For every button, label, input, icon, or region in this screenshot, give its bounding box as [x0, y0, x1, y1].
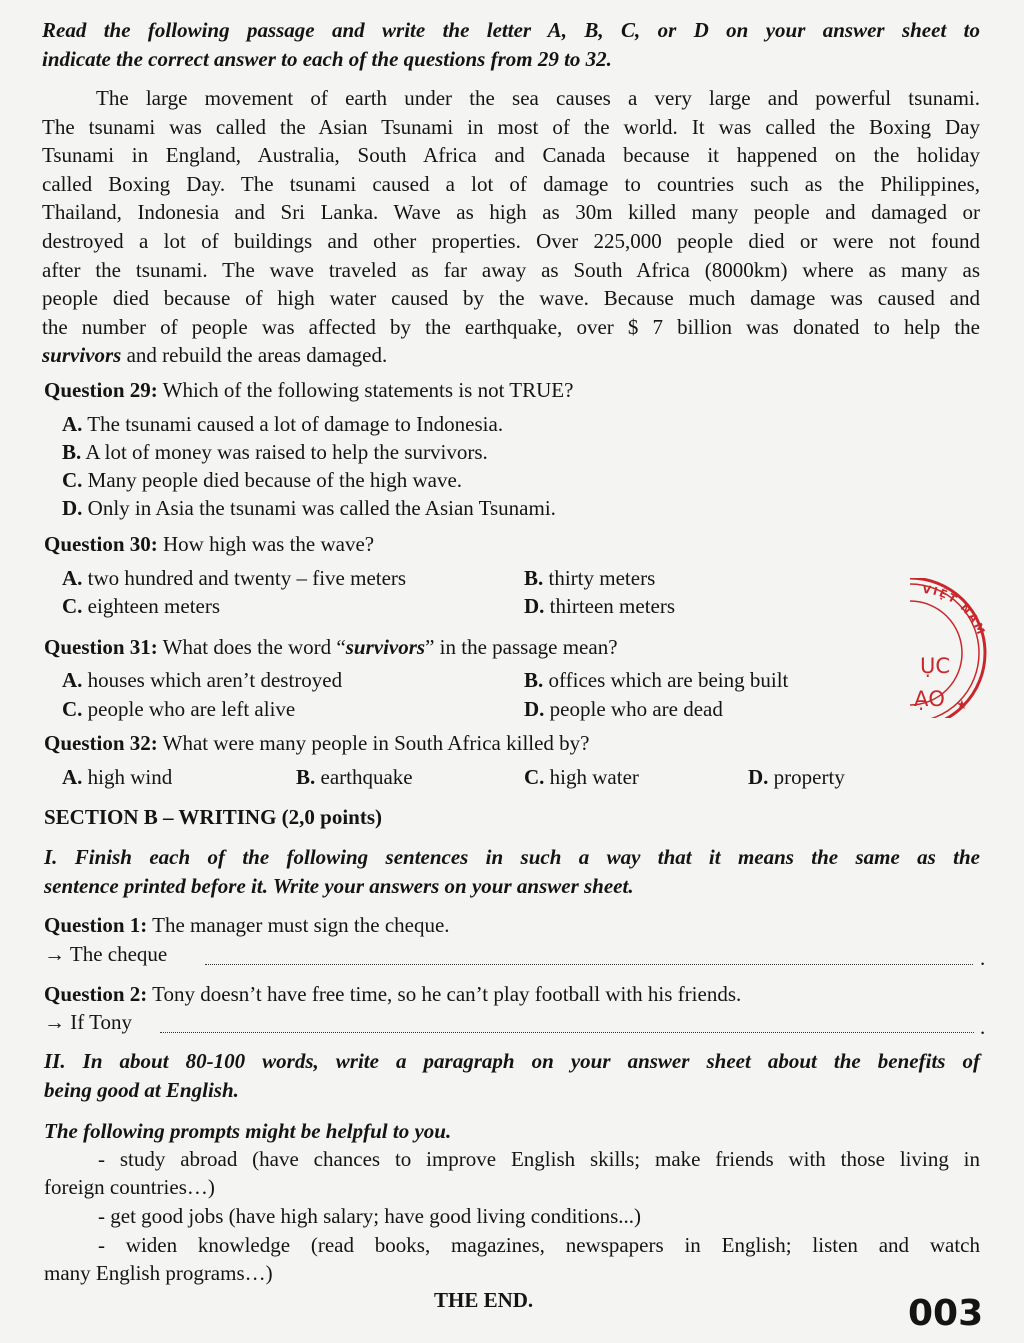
q31-option-c — [62, 695, 295, 723]
q31-option-b — [524, 666, 788, 694]
prompt-2: - get good jobs (have high salary; have good living conditions...) — [98, 1204, 641, 1228]
svg-text:★: ★ — [956, 698, 968, 713]
part-1-instruction-line-1: I. Finish each of the following sentences in such a way that it means the same as the — [44, 845, 980, 869]
prompts-heading: The following prompts might be helpful to you. — [44, 1119, 452, 1143]
q29-option-c — [62, 466, 462, 494]
option-text: Many people died because of the high wave. — [82, 468, 463, 492]
stamp-seal-icon — [910, 578, 1024, 718]
passage-line: Thailand, Indonesia and Sri Lanka. Wave as high as 30m killed many people and damaged or — [42, 200, 980, 225]
q31-option-a — [62, 666, 342, 694]
stamp-inner-text-2: ẠO — [914, 687, 945, 711]
option-text: two hundred and twenty – five meters — [82, 566, 407, 590]
arrow-icon: → — [44, 1010, 65, 1034]
option-text: eighteen meters — [82, 594, 221, 618]
option-text: offices which are being built — [543, 668, 789, 692]
writing-q1-answer-start — [44, 940, 167, 968]
instructions-line-2: indicate the correct answer to each of the questions from 29 to 32. — [42, 47, 612, 71]
writing-q2-answer-blank[interactable] — [160, 1032, 974, 1033]
question-text: Which of the following statements is not TRUE? — [157, 378, 574, 402]
arrow-icon: → — [44, 942, 65, 966]
q32-option-c — [524, 763, 639, 791]
question-text: How high was the wave? — [157, 532, 375, 556]
part-2-instruction-line-2: being good at English. — [44, 1078, 239, 1102]
stamp-arc-text: VIỆT NAM — [921, 582, 988, 639]
question-label: Question 29: — [44, 378, 158, 402]
option-letter: A. — [62, 668, 83, 692]
q30-option-b — [524, 564, 655, 592]
option-text: earthquake — [315, 765, 413, 789]
question-label: Question 31: — [44, 635, 158, 659]
question-label: Question 30: — [44, 532, 158, 556]
option-text: high water — [544, 765, 639, 789]
q30-option-a — [62, 564, 406, 592]
prompt-1-line-2: foreign countries…) — [44, 1175, 215, 1199]
option-letter: A. — [62, 412, 83, 436]
option-text: The tsunami caused a lot of damage to Indonesia. — [82, 412, 504, 436]
passage-line: destroyed a lot of buildings and other properties. Over 225,000 people died or were not found — [42, 228, 980, 253]
option-text: houses which aren’t destroyed — [82, 668, 343, 692]
writing-q1-answer-blank[interactable] — [205, 964, 973, 965]
q29-option-d — [62, 494, 556, 522]
option-letter: C. — [62, 594, 83, 618]
question-text: Tony doesn’t have free time, so he can’t play football with his friends. — [147, 982, 742, 1006]
answer-prefix: If Tony — [65, 1010, 132, 1034]
option-letter: A. — [62, 566, 83, 590]
option-text: people who are left alive — [82, 697, 296, 721]
writing-q2-period: . — [980, 1015, 986, 1039]
instructions-line-1: Read the following passage and write the letter A, B, C, or D on your answer sheet to — [42, 18, 980, 42]
option-text: people who are dead — [544, 697, 723, 721]
question-29 — [44, 376, 573, 404]
question-text-end: ” in the passage mean? — [425, 635, 618, 659]
passage-last-line-text: and rebuild the areas damaged. — [121, 343, 388, 368]
passage-line: called Boxing Day. The tsunami caused a lot of damage to countries such as the Philippines, — [42, 171, 980, 196]
option-letter: B. — [62, 440, 82, 464]
option-letter: D. — [524, 697, 545, 721]
option-letter: C. — [62, 468, 83, 492]
option-text: high wind — [82, 765, 173, 789]
prompt-1-line-1: - study abroad (have chances to improve English skills; make friends with those living in — [98, 1147, 980, 1171]
q32-option-d — [748, 763, 845, 791]
question-label: Question 1: — [44, 913, 148, 937]
question-31 — [44, 633, 618, 661]
writing-q2-answer-start — [44, 1008, 132, 1036]
passage-line: Tsunami in England, Australia, South Africa and Canada because it happened on the holiday — [42, 143, 980, 168]
writing-q1-period: . — [980, 946, 986, 970]
passage-last-line — [42, 341, 980, 370]
option-letter: C. — [62, 697, 83, 721]
option-text: A lot of money was raised to help the survivors. — [81, 440, 488, 464]
stamp-inner-text-1: ỤC — [920, 654, 951, 678]
section-b-heading: SECTION B – WRITING (2,0 points) — [44, 805, 383, 829]
option-text: thirteen meters — [544, 594, 676, 618]
option-letter: B. — [524, 566, 544, 590]
q30-option-d — [524, 592, 675, 620]
option-letter: B. — [524, 668, 544, 692]
option-letter: D. — [62, 496, 83, 520]
the-end: THE END. — [434, 1288, 534, 1312]
prompt-3-line-1: - widen knowledge (read books, magazines, newspapers in English; listen and watch — [98, 1233, 980, 1257]
option-text: property — [768, 765, 845, 789]
option-text: Only in Asia the tsunami was called the Asian Tsunami. — [82, 496, 556, 520]
official-stamp — [910, 578, 1024, 718]
part-1-instruction-line-2: sentence printed before it. Write your answers on your answer sheet. — [44, 874, 634, 898]
writing-question-1 — [44, 911, 450, 939]
passage-line: after the tsunami. The wave traveled as far away as South Africa (8000km) where as many as — [42, 257, 980, 282]
q32-option-b — [296, 763, 413, 791]
part-2-instruction-line-1: II. In about 80-100 words, write a paragraph on your answer sheet about the benefits of — [44, 1049, 980, 1073]
q32-option-a — [62, 763, 172, 791]
page-number: 003 — [908, 1293, 984, 1334]
writing-question-2 — [44, 980, 741, 1008]
reading-passage — [42, 84, 980, 370]
q29-option-a — [62, 410, 503, 438]
q31-option-d — [524, 695, 723, 723]
option-letter: C. — [524, 765, 545, 789]
passage-line: The large movement of earth under the sea causes a very large and powerful tsunami. — [96, 86, 980, 110]
answer-prefix: The cheque — [65, 942, 168, 966]
passage-line: The tsunami was called the Asian Tsunami in most of the world. It was called the Boxing Day — [42, 114, 980, 139]
passage-keyword: survivors — [42, 343, 122, 368]
prompt-3-line-2: many English programs…) — [44, 1261, 273, 1285]
question-30 — [44, 530, 374, 558]
option-letter: D. — [748, 765, 769, 789]
question-label: Question 2: — [44, 982, 148, 1006]
question-text: The manager must sign the cheque. — [147, 913, 450, 937]
question-keyword: survivors — [345, 635, 426, 659]
q29-option-b — [62, 438, 488, 466]
question-label: Question 32: — [44, 731, 158, 755]
option-letter: A. — [62, 765, 83, 789]
option-letter: B. — [296, 765, 316, 789]
passage-line: people died because of high water caused by the wave. Because much damage was caused and — [42, 286, 980, 311]
passage-line: the number of people was affected by the earthquake, over $ 7 billion was donated to help the — [42, 314, 980, 339]
option-letter: D. — [524, 594, 545, 618]
question-32 — [44, 729, 590, 757]
option-text: thirty meters — [543, 566, 656, 590]
question-text: What does the word “ — [157, 635, 346, 659]
q30-option-c — [62, 592, 220, 620]
question-text: What were many people in South Africa killed by? — [157, 731, 590, 755]
